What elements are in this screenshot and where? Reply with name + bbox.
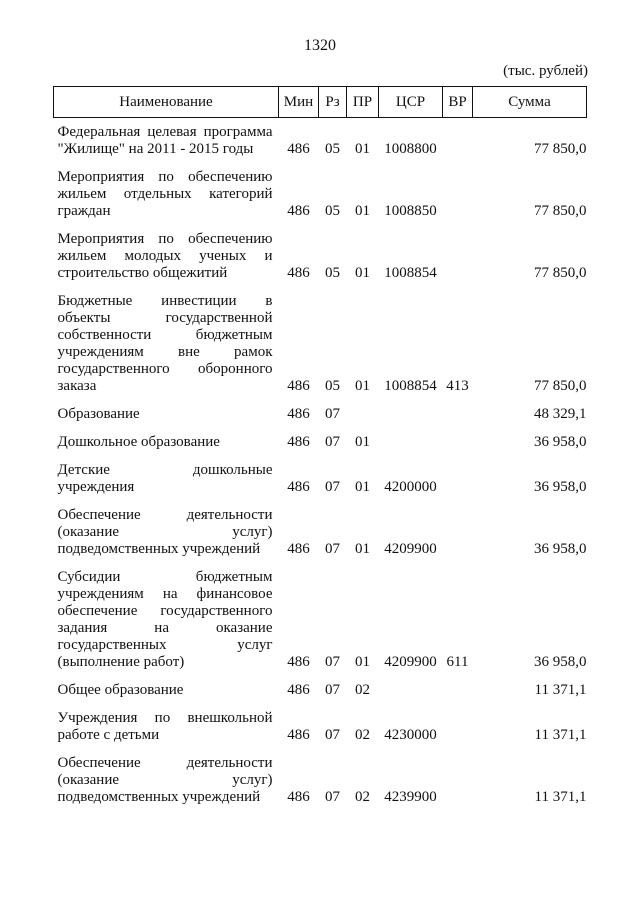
cell-rz: 05 (325, 378, 340, 394)
cell-name (54, 704, 279, 749)
cell-pr: 01 (355, 479, 370, 495)
cell-min: 486 (287, 479, 310, 495)
row-name: Мероприятия по обеспечению жильем отдельных категорий граждан (57, 169, 273, 219)
cell-vr (443, 456, 473, 501)
cell-csr: 4200000 (384, 479, 437, 495)
cell-name (54, 428, 279, 456)
table-row (54, 501, 587, 563)
cell-sum: 11 371,1 (534, 789, 587, 805)
cell-csr: 4230000 (384, 727, 437, 743)
cell-vr (443, 118, 473, 164)
cell-sum: 77 850,0 (534, 265, 587, 281)
cell-pr: 02 (355, 727, 370, 743)
table-body (54, 118, 587, 812)
cell-pr: 02 (355, 682, 370, 698)
cell-min: 486 (287, 378, 310, 394)
cell-name (54, 225, 279, 287)
table-row (54, 118, 587, 164)
cell-pr: 01 (355, 141, 370, 157)
header-pr: ПР (347, 87, 379, 118)
cell-rz: 07 (325, 682, 340, 698)
row-name: Мероприятия по обеспечению жильем молодых ученых и строительство общежитий (57, 231, 273, 281)
cell-min: 486 (287, 727, 310, 743)
table-row (54, 563, 587, 676)
cell-csr: 4209900 (384, 654, 437, 670)
cell-sum: 77 850,0 (534, 203, 587, 219)
cell-pr: 01 (355, 378, 370, 394)
row-name: Субсидии бюджетным учреждениям на финансовое обеспечение государственного задания на оказание государственных услуг (выполнение работ) (57, 569, 273, 670)
cell-vr (443, 163, 473, 225)
table-row (54, 749, 587, 811)
row-name: Обеспечение деятельности (оказание услуг) подведомственных учреждений (57, 755, 273, 805)
cell-rz: 07 (325, 727, 340, 743)
cell-rz: 05 (325, 203, 340, 219)
cell-vr: 611 (446, 654, 469, 670)
cell-pr (347, 400, 379, 428)
cell-min: 486 (287, 406, 310, 422)
header-csr: ЦСР (379, 87, 443, 118)
cell-name (54, 456, 279, 501)
cell-name (54, 676, 279, 704)
cell-sum: 11 371,1 (534, 682, 587, 698)
header-sum: Сумма (473, 87, 587, 118)
cell-name (54, 163, 279, 225)
cell-min: 486 (287, 434, 310, 450)
cell-rz: 07 (325, 654, 340, 670)
cell-name (54, 400, 279, 428)
cell-pr: 01 (355, 541, 370, 557)
row-name: Образование (57, 406, 140, 422)
table-row (54, 456, 587, 501)
cell-pr: 01 (355, 203, 370, 219)
header-min: Мин (279, 87, 319, 118)
row-name: Учреждения по внешкольной работе с детьми (57, 710, 273, 743)
cell-name (54, 501, 279, 563)
cell-vr: 413 (446, 378, 469, 394)
cell-min: 486 (287, 265, 310, 281)
cell-csr: 4209900 (384, 541, 437, 557)
table-header-row (54, 87, 587, 118)
cell-min: 486 (287, 141, 310, 157)
row-name: Детские дошкольные учреждения (57, 462, 273, 495)
cell-sum: 36 958,0 (534, 654, 587, 670)
table-row (54, 704, 587, 749)
table-row (54, 287, 587, 400)
cell-vr (443, 704, 473, 749)
cell-pr: 02 (355, 789, 370, 805)
page-number: 1320 (304, 37, 336, 54)
cell-csr: 1008850 (384, 203, 437, 219)
cell-vr (443, 428, 473, 456)
row-name: Федеральная целевая программа "Жилище" на 2011 - 2015 годы (57, 124, 273, 157)
cell-sum: 36 958,0 (534, 434, 587, 450)
cell-sum: 36 958,0 (534, 541, 587, 557)
cell-vr (443, 676, 473, 704)
cell-vr (443, 225, 473, 287)
cell-rz: 07 (325, 789, 340, 805)
header-rz: Рз (319, 87, 347, 118)
cell-sum: 77 850,0 (534, 141, 587, 157)
cell-rz: 05 (325, 141, 340, 157)
table-row (54, 400, 587, 428)
units-label: (тыс. рублей) (503, 63, 588, 79)
table-row (54, 225, 587, 287)
cell-pr: 01 (355, 654, 370, 670)
cell-csr: 1008854 (384, 265, 437, 281)
cell-csr: 1008800 (384, 141, 437, 157)
cell-rz: 07 (325, 541, 340, 557)
header-vr: ВР (443, 87, 473, 118)
cell-name (54, 749, 279, 811)
cell-rz: 05 (325, 265, 340, 281)
cell-min: 486 (287, 203, 310, 219)
budget-table (53, 86, 587, 811)
header-name: Наименование (54, 87, 279, 118)
cell-rz: 07 (325, 479, 340, 495)
cell-rz: 07 (325, 434, 340, 450)
cell-min: 486 (287, 682, 310, 698)
cell-csr (379, 676, 443, 704)
cell-sum: 11 371,1 (534, 727, 587, 743)
cell-name (54, 563, 279, 676)
cell-sum: 48 329,1 (534, 406, 587, 422)
cell-name (54, 287, 279, 400)
table-row (54, 676, 587, 704)
table-row (54, 163, 587, 225)
cell-csr: 1008854 (384, 378, 437, 394)
row-name: Дошкольное образование (57, 434, 220, 450)
cell-min: 486 (287, 541, 310, 557)
cell-rz: 07 (325, 406, 340, 422)
cell-pr: 01 (355, 265, 370, 281)
cell-csr (379, 400, 443, 428)
cell-vr (443, 400, 473, 428)
cell-min: 486 (287, 654, 310, 670)
row-name: Обеспечение деятельности (оказание услуг) подведомственных учреждений (57, 507, 273, 557)
cell-csr: 4239900 (384, 789, 437, 805)
cell-pr: 01 (355, 434, 370, 450)
table-row (54, 428, 587, 456)
cell-vr (443, 749, 473, 811)
cell-min: 486 (287, 789, 310, 805)
cell-sum: 77 850,0 (534, 378, 587, 394)
row-name: Общее образование (57, 682, 184, 698)
cell-csr (379, 428, 443, 456)
row-name: Бюджетные инвестиции в объекты государственной собственности бюджетным учреждениям вне рамок государственного оборонного заказа (57, 293, 273, 394)
cell-sum: 36 958,0 (534, 479, 587, 495)
cell-vr (443, 501, 473, 563)
cell-name (54, 118, 279, 164)
